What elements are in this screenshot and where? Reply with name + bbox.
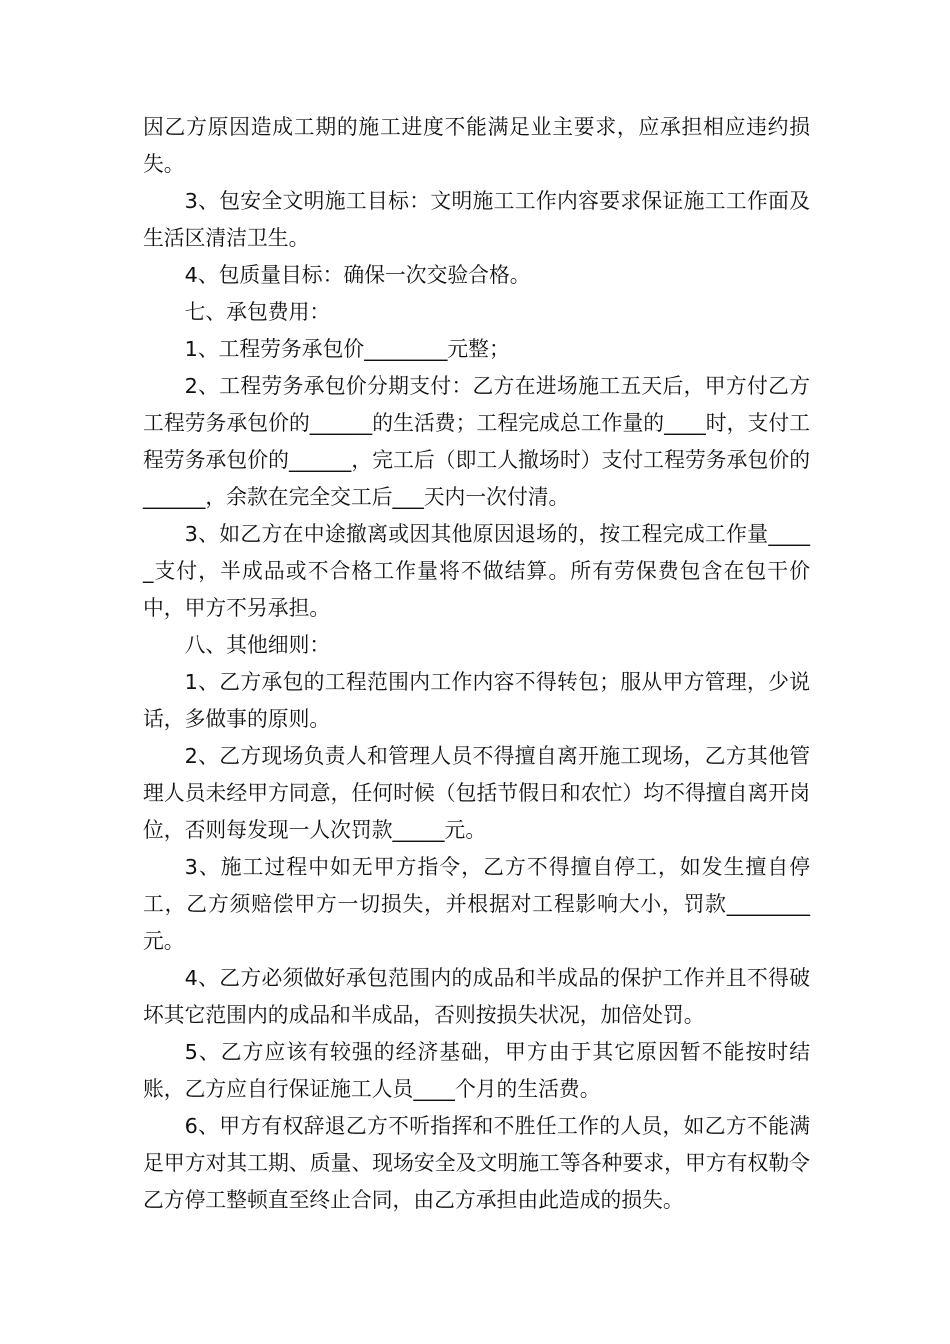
document-body bbox=[143, 109, 810, 1219]
section-heading-fees: 七、承包费用： bbox=[184, 300, 331, 324]
paragraph-fee-withdrawal: 3、如乙方在中途撤离或因其他原因退场的，按工程完成工作量_____支付，半成品或不合格工作量将不做结算。所有劳保费包含在包干价中，甲方不另承担。 bbox=[143, 522, 810, 620]
section-heading-other-rules: 八、其他细则： bbox=[184, 633, 331, 657]
paragraph-rule-6: 6、甲方有权辞退乙方不听指挥和不胜任工作的人员，如乙方不能满足甲方对其工期、质量、现场安全及文明施工等各种要求，甲方有权勒令乙方停工整顿直至终止合同，由乙方承担由此造成的损失。 bbox=[143, 1114, 810, 1212]
paragraph-rule-4: 4、乙方必须做好承包范围内的成品和半成品的保护工作并且不得破坏其它范围内的成品和半成品，否则按损失状况，加倍处罚。 bbox=[143, 966, 810, 1027]
paragraph-rule-5: 5、乙方应该有较强的经济基础，甲方由于其它原因暂不能按时结账，乙方应自行保证施工人员____个月的生活费。 bbox=[143, 1040, 810, 1101]
paragraph-safety-goal: 3、包安全文明施工目标：文明施工工作内容要求保证施工工作面及生活区清洁卫生。 bbox=[143, 189, 810, 250]
paragraph-fee-total: 1、工程劳务承包价________元整； bbox=[184, 337, 510, 361]
paragraph-rule-1: 1、乙方承包的工程范围内工作内容不得转包；服从甲方管理，少说话，多做事的原则。 bbox=[143, 670, 810, 731]
paragraph-continuation: 因乙方原因造成工期的施工进度不能满足业主要求，应承担相应违约损失。 bbox=[143, 115, 810, 176]
paragraph-rule-3: 3、施工过程中如无甲方指令，乙方不得擅自停工，如发生擅自停工，乙方须赔偿甲方一切损失，并根据对工程影响大小，罚款________元。 bbox=[143, 855, 810, 953]
paragraph-fee-installments: 2、工程劳务承包价分期支付：乙方在进场施工五天后，甲方付乙方工程劳务承包价的______的生活费；工程完成总工作量的____时，支付工程劳务承包价的______，完工后（即工人撤场时）支付工程劳务承包价的______，余款在完全交工后___天内一次付清。 bbox=[143, 374, 810, 509]
paragraph-quality-goal: 4、包质量目标：确保一次交验合格。 bbox=[184, 263, 531, 287]
paragraph-rule-2: 2、乙方现场负责人和管理人员不得擅自离开施工现场，乙方其他管理人员未经甲方同意，任何时候（包括节假日和农忙）均不得擅自离开岗位，否则每发现一人次罚款_____元。 bbox=[143, 744, 810, 842]
